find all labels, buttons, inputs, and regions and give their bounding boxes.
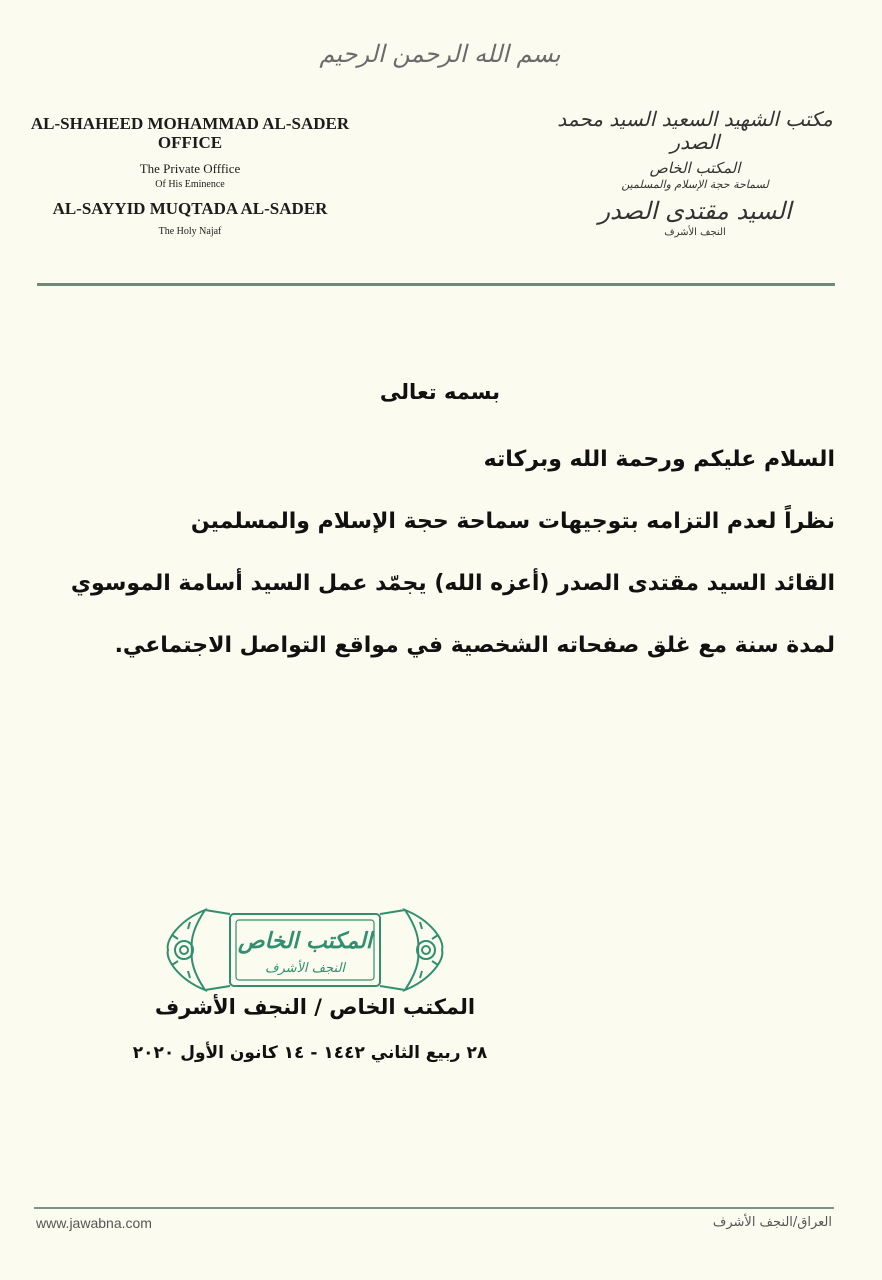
footer-website-link[interactable]: www.jawabna.com bbox=[36, 1215, 152, 1231]
letter-date: ٢٨ ربيع الثاني ١٤٤٢ - ١٤ كانون الأول ٢٠٢٠ bbox=[132, 1043, 488, 1063]
private-office-ar: المكتب الخاص bbox=[649, 159, 741, 177]
body-line-2: القائد السيد مقتدى الصدر (أعزه الله) يجمّد عمل السيد أسامة الموسوي bbox=[70, 571, 835, 596]
header-divider bbox=[37, 283, 835, 286]
his-eminence-ar: لسماحة حجة الإسلام والمسلمين bbox=[621, 178, 769, 192]
body-line-3: لمدة سنة مع غلق صفحاته الشخصية في مواقع التواصل الاجتماعي. bbox=[114, 633, 835, 658]
sayyid-name-ar: السيد مقتدى الصدر bbox=[598, 196, 792, 225]
footer-divider bbox=[34, 1207, 834, 1209]
letterhead-english bbox=[30, 115, 350, 237]
basmala-heading: بسم الله الرحمن الرحيم bbox=[319, 40, 561, 68]
private-office-en: The Private Offfice bbox=[139, 161, 241, 177]
stamp-line-1: المكتب الخاص bbox=[238, 928, 372, 954]
city-ar: النجف الأشرف bbox=[664, 227, 726, 239]
signature-office: المكتب الخاص / النجف الأشرف bbox=[154, 995, 476, 1019]
bismihi-taala: بسمه تعالى bbox=[379, 380, 501, 404]
greeting: السلام عليكم ورحمة الله وبركاته bbox=[483, 447, 835, 472]
letterhead-arabic bbox=[545, 108, 845, 239]
body-line-1: نظراً لعدم التزامه بتوجيهات سماحة حجة الإسلام والمسلمين bbox=[190, 509, 835, 534]
footer-location: العراق/النجف الأشرف bbox=[712, 1215, 832, 1230]
city-en: The Holy Najaf bbox=[158, 226, 222, 238]
office-name-en: AL-SHAHEED MOHAMMAD AL-SADER OFFICE bbox=[30, 114, 350, 152]
office-name-ar: مكتب الشهيد السعيد السيد محمد الصدر bbox=[557, 107, 833, 154]
stamp-line-2: النجف الأشرف bbox=[264, 961, 346, 976]
office-stamp bbox=[160, 900, 450, 1000]
his-eminence-en: Of His Eminence bbox=[155, 178, 225, 190]
sayyid-name-en: AL-SAYYID MUQTADA AL-SADER bbox=[52, 198, 328, 218]
